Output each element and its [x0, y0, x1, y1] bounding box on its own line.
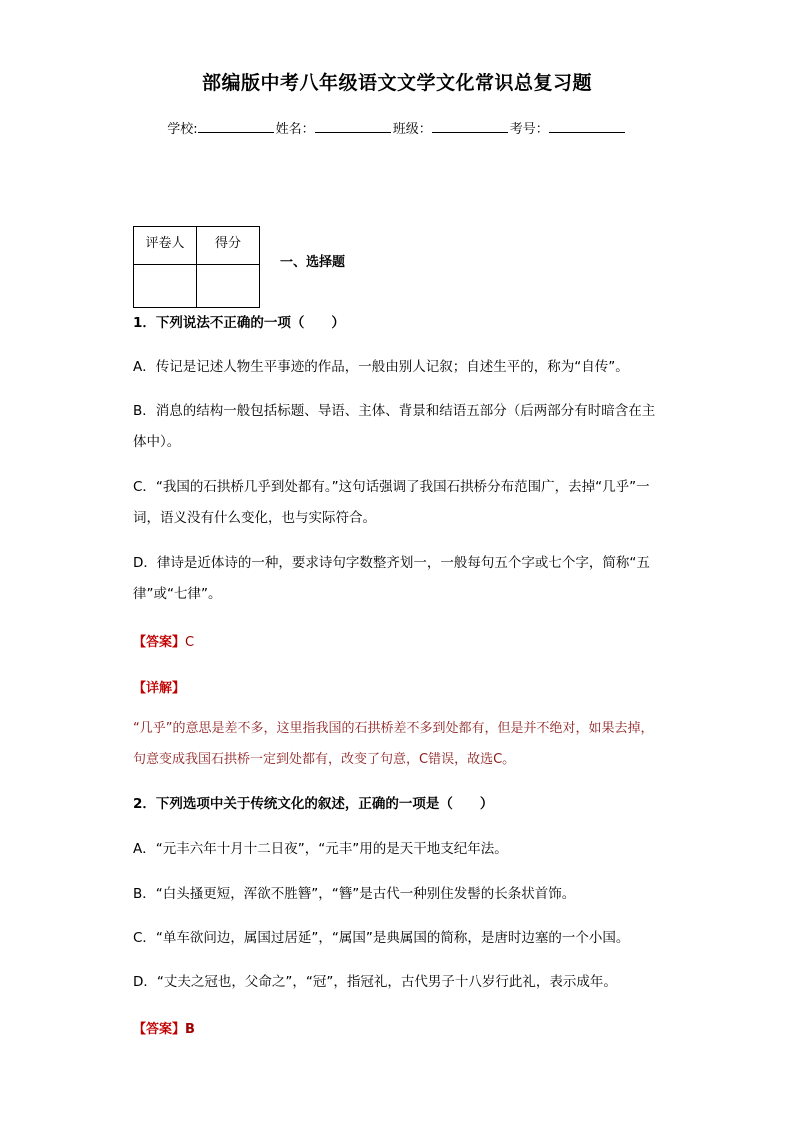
question-1-stem: 1．下列说法不正确的一项（ ） [133, 315, 345, 331]
answer-value: B [185, 1022, 195, 1037]
number-label: 考号： [509, 122, 549, 137]
page-title: 部编版中考八年级语文文学文化常识总复习题 [201, 72, 592, 94]
answer-tag: 【答案】 [133, 635, 186, 650]
question-2-answer [133, 1018, 195, 1037]
question-1-option-b: B．消息的结构一般包括标题、导语、主体、背景和结语五部分（后两部分有时暗含在主体中）。 [133, 403, 656, 450]
question-1-option-d: D．律诗是近体诗的一种，要求诗句字数整齐划一，一般每句五个字或七个字，简称“五律”或“七律”。 [133, 555, 650, 602]
question-2-option-a: A．“元丰六年十月十二日夜”，“元丰”用的是天干地支纪年法。 [133, 841, 508, 857]
question-1-explain-tag: 【详解】 [133, 681, 186, 696]
question-2-option-b: B．“白头搔更短，浑欲不胜簪”，“簪”是古代一种别住发髻的长条状首饰。 [133, 886, 576, 902]
question-1-answer [133, 631, 194, 650]
school-label: 学校: [167, 122, 198, 137]
question-2-stem: 2．下列选项中关于传统文化的叙述，正确的一项是（ ） [133, 796, 494, 812]
student-info-line [0, 118, 794, 137]
grader-cell[interactable] [134, 265, 197, 308]
score-header: 得分 [197, 227, 260, 265]
number-blank[interactable] [549, 119, 625, 133]
question-1-option-c: C．“我国的石拱桥几乎到处都有。”这句话强调了我国石拱桥分布范围广，去掉“几乎”一词，语义没有什么变化，也与实际符合。 [133, 479, 650, 526]
grader-header: 评卷人 [134, 227, 197, 265]
score-cell[interactable] [197, 265, 260, 308]
question-2-option-d: D．“丈夫之冠也，父命之”，“冠”，指冠礼，古代男子十八岁行此礼，表示成年。 [133, 974, 617, 990]
answer-tag: 【答案】 [133, 1022, 186, 1037]
score-table [133, 226, 260, 308]
section-title: 一、选择题 [280, 255, 346, 270]
class-label: 班级： [392, 122, 432, 137]
class-blank[interactable] [432, 119, 508, 133]
name-label: 姓名： [275, 122, 315, 137]
name-blank[interactable] [315, 119, 391, 133]
answer-value: C [185, 635, 195, 650]
question-2-option-c: C．“单车欲问边，属国过居延”，“属国”是典属国的简称，是唐时边塞的一个小国。 [133, 930, 630, 946]
question-1-explanation: “几乎”的意思是差不多，这里指我国的石拱桥差不多到处都有，但是并不绝对，如果去掉，句意变成我国石拱桥一定到处都有，改变了句意，C错误，故选C。 [133, 721, 654, 767]
question-1-option-a: A．传记是记述人物生平事迹的作品，一般由别人记叙；自述生平的，称为“自传”。 [133, 359, 629, 375]
school-blank[interactable] [198, 119, 274, 133]
